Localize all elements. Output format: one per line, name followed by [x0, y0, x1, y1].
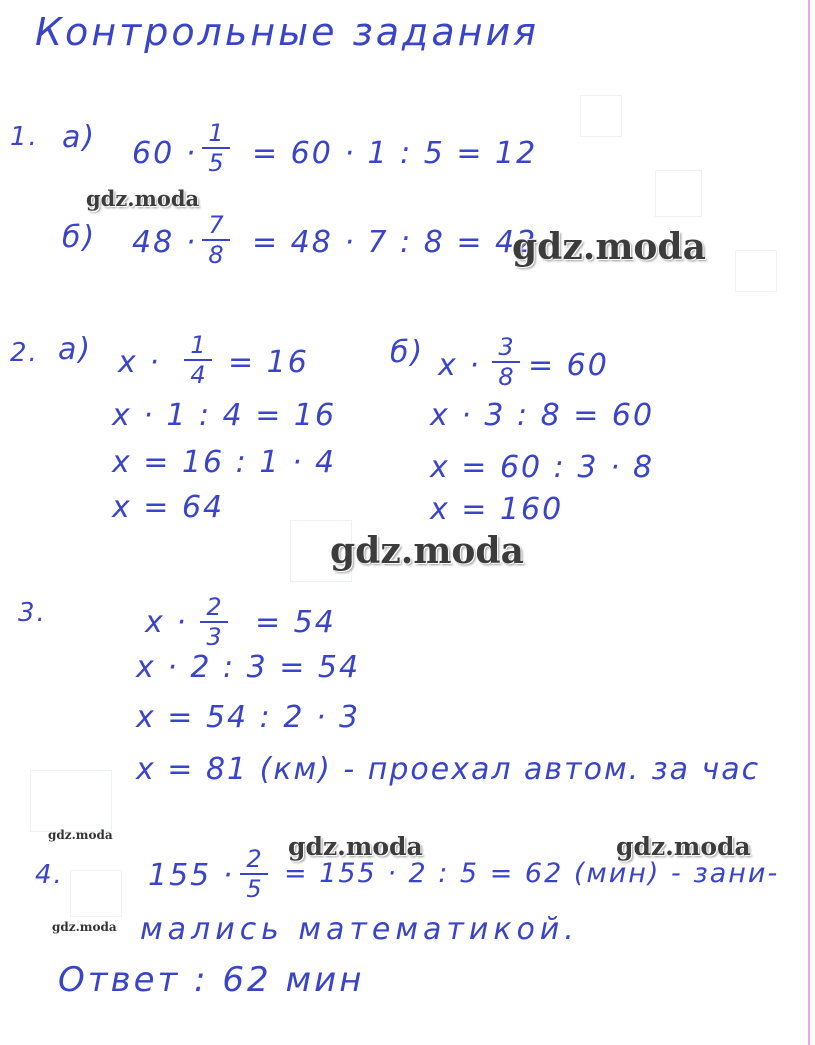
fraction-denominator: 3	[206, 623, 222, 651]
task3-line4: x = 81 (км) - проехал автом. за час	[136, 752, 761, 787]
task1-a-fraction	[202, 120, 230, 176]
watermark: gdz.moda	[330, 530, 524, 572]
task3-eq-left: x ·	[145, 605, 188, 640]
fraction-denominator: 8	[498, 363, 514, 391]
watermark: gdz.moda	[616, 832, 751, 861]
grid-fragment	[735, 250, 777, 292]
fraction-denominator: 8	[208, 241, 224, 269]
task2-number: 2.	[10, 338, 39, 368]
task1-a-left: 60 ·	[132, 136, 198, 171]
task2-a-fraction	[184, 332, 212, 388]
fraction-numerator: 1	[208, 119, 224, 147]
task2-b-label: б)	[390, 335, 425, 370]
watermark: gdz.moda	[512, 226, 706, 268]
task1-b-left: 48 ·	[132, 225, 198, 260]
fraction-numerator: 7	[208, 211, 224, 239]
task4-number: 4.	[35, 860, 64, 890]
task1-number: 1.	[10, 122, 39, 152]
task2-a-line3: x = 16 : 1 · 4	[112, 445, 337, 480]
fraction-numerator: 1	[190, 331, 206, 359]
task3-fraction	[200, 594, 228, 650]
task4-left: 155 ·	[148, 858, 235, 893]
task2-b-line4: x = 160	[430, 492, 564, 527]
fraction-denominator: 4	[190, 361, 206, 389]
watermark: gdz.moda	[52, 920, 117, 934]
task1-b-label: б)	[62, 220, 97, 255]
task4-continuation: мались математикой.	[140, 912, 579, 947]
task2-b-line2: x · 3 : 8 = 60	[430, 398, 655, 433]
task2-b-fraction	[492, 334, 520, 390]
watermark: gdz.moda	[86, 186, 200, 211]
task3-line2: x · 2 : 3 = 54	[136, 650, 361, 685]
grid-fragment	[655, 170, 702, 217]
task2-a-eq-right: = 16	[228, 345, 309, 380]
grid-fragment	[580, 95, 622, 137]
fraction-denominator: 5	[246, 875, 262, 903]
grid-fragment	[70, 870, 122, 917]
task2-a-eq-left: x ·	[118, 345, 161, 380]
task4-right: = 155 · 2 : 5 = 62 (мин) - зани-	[284, 858, 780, 889]
task2-b-line3: x = 60 : 3 · 8	[430, 450, 655, 485]
task2-a-line4: x = 64	[112, 490, 225, 525]
task3-number: 3.	[18, 598, 47, 628]
task2-a-line2: x · 1 : 4 = 16	[112, 398, 337, 433]
task1-b-fraction	[202, 212, 230, 268]
fraction-numerator: 2	[246, 845, 262, 873]
task1-b-right: = 48 · 7 : 8 = 42	[252, 225, 538, 260]
answer-line: Ответ : 62 мин	[58, 960, 365, 1000]
task2-b-eq-right: = 60	[528, 348, 609, 383]
task3-eq-right: = 54	[255, 605, 336, 640]
page-title: Контрольные задания	[35, 10, 540, 54]
task1-a-label: а)	[62, 120, 97, 155]
task4-fraction	[240, 846, 268, 902]
margin-line	[808, 0, 810, 1045]
task2-a-label: а)	[58, 332, 93, 367]
fraction-numerator: 2	[206, 593, 222, 621]
task2-b-eq-left: x ·	[438, 348, 481, 383]
task3-line3: x = 54 : 2 · 3	[136, 700, 361, 735]
watermark: gdz.moda	[48, 828, 113, 842]
watermark: gdz.moda	[288, 832, 423, 861]
fraction-numerator: 3	[498, 333, 514, 361]
task1-a-right: = 60 · 1 : 5 = 12	[252, 136, 538, 171]
fraction-denominator: 5	[208, 149, 224, 177]
grid-fragment	[30, 770, 112, 832]
